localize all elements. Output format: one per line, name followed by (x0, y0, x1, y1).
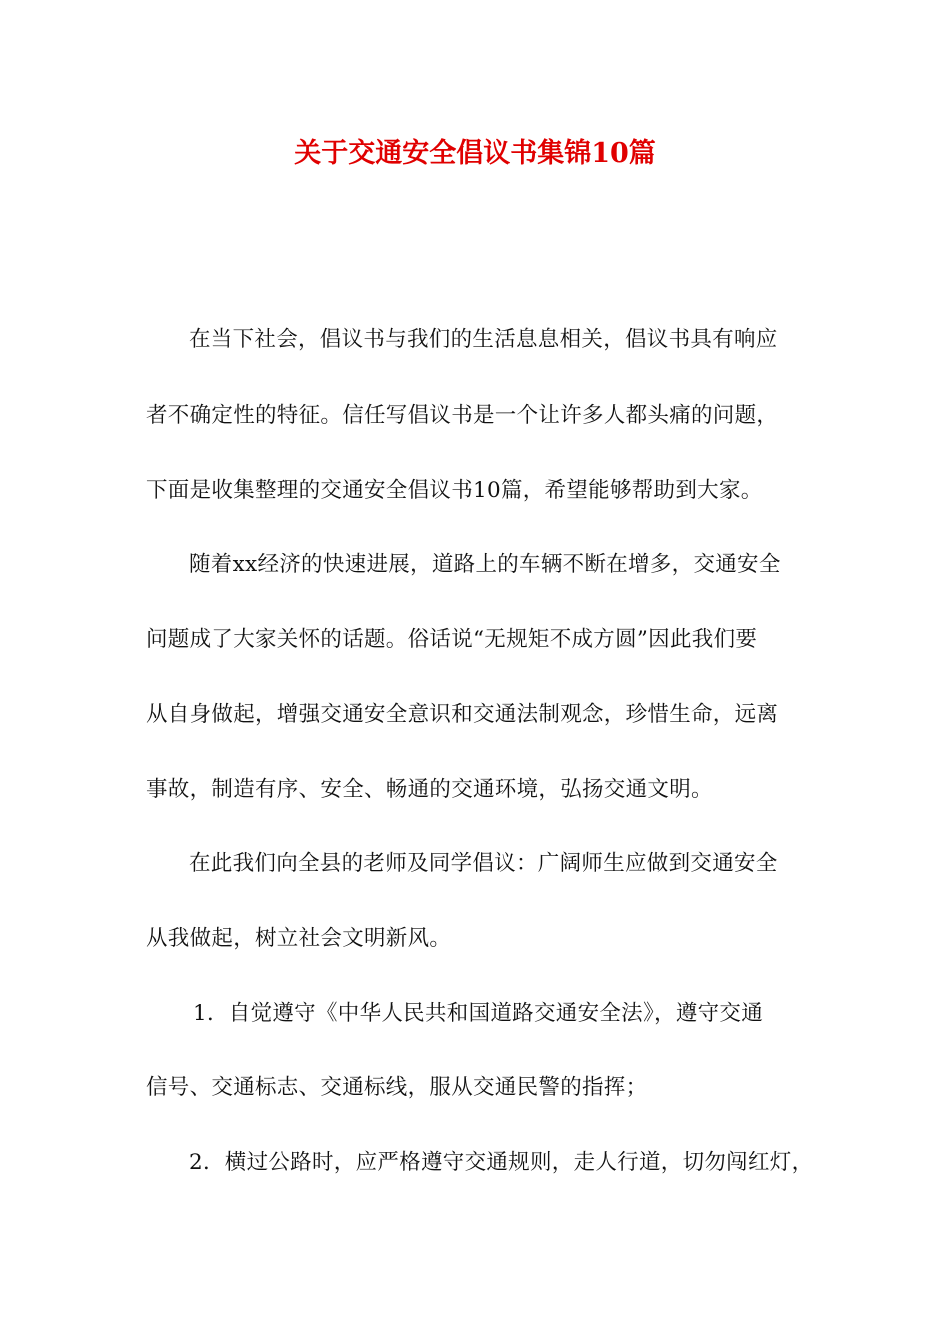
list-item-1-line-1: 1．自觉遵守《中华人民共和国道路交通安全法》，遵守交通 (193, 1001, 764, 1026)
paragraph-line-8: 在此我们向全县的老师及同学倡议：广阔师生应做到交通安全 (189, 851, 778, 876)
paragraph-line-6: 从自身做起，增强交通安全意识和交通法制观念，珍惜生命，远离 (146, 702, 779, 727)
paragraph-line-2: 者不确定性的特征。信任写倡议书是一个让许多人都头痛的问题， (146, 403, 779, 428)
document-title: 关于交通安全倡议书集锦10篇 (294, 138, 656, 169)
paragraph-line-4: 随着xx经济的快速进展，道路上的车辆不断在增多，交通安全 (189, 552, 781, 577)
list-item-2-line-1: 2．横过公路时，应严格遵守交通规则，走人行道，切勿闯红灯， (189, 1150, 814, 1175)
list-item-1-line-2: 信号、交通标志、交通标线，服从交通民警的指挥； (146, 1075, 648, 1100)
paragraph-line-1: 在当下社会，倡议书与我们的生活息息相关，倡议书具有响应 (189, 327, 778, 352)
paragraph-line-7: 事故，制造有序、安全、畅通的交通环境，弘扬交通文明。 (146, 777, 713, 802)
paragraph-line-9: 从我做起，树立社会文明新风。 (146, 926, 452, 951)
paragraph-line-5: 问题成了大家关怀的话题。俗话说“无规矩不成方圆”因此我们要 (146, 627, 758, 652)
paragraph-line-3: 下面是收集整理的交通安全倡议书10篇，希望能够帮助到大家。 (146, 478, 763, 503)
